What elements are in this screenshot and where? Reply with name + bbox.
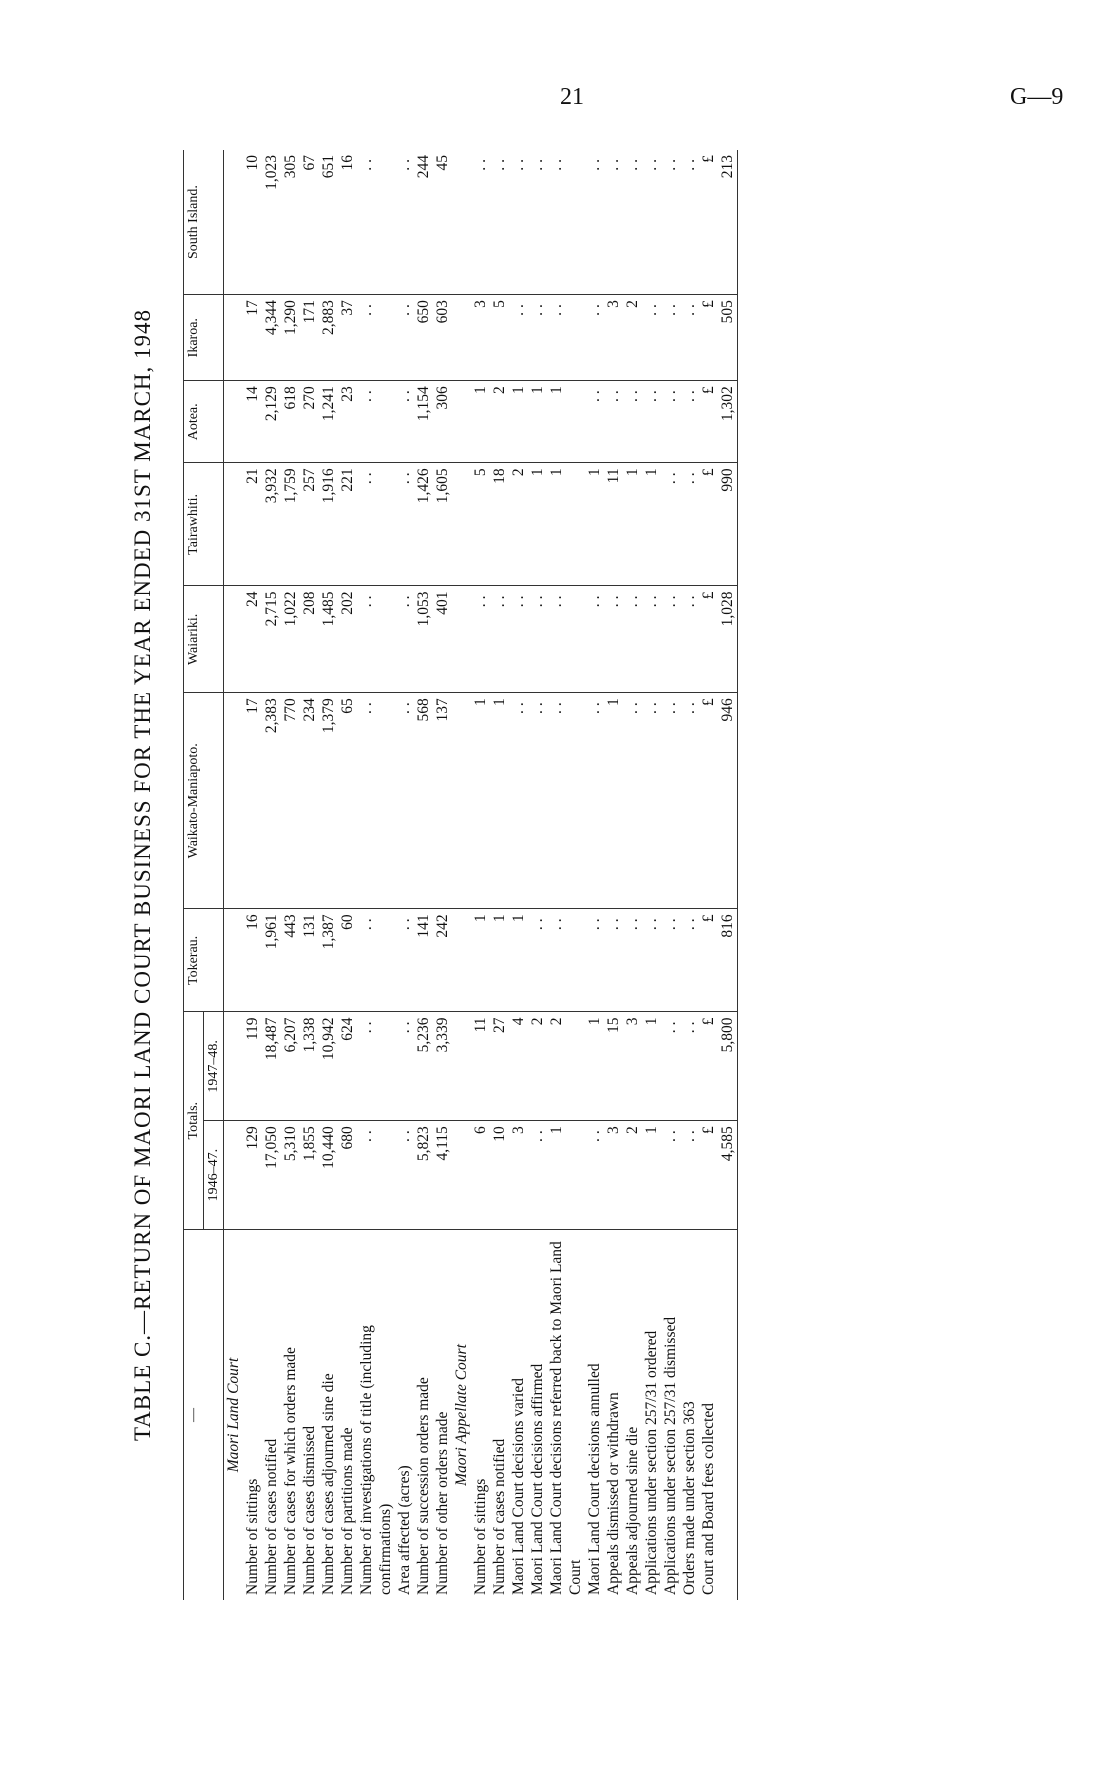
value-cell: 17,050: [262, 1121, 281, 1230]
table-body: [224, 150, 738, 1600]
table-row: [642, 150, 661, 1600]
empty-cell: [452, 381, 471, 463]
value-cell: ..: [490, 150, 509, 295]
value-cell: 234: [300, 693, 319, 909]
value-cell: ..: [357, 463, 395, 586]
currency-symbol: £: [700, 914, 717, 923]
row-label: Number of partitions made: [339, 1427, 356, 1595]
value-cell: 3,932: [262, 463, 281, 586]
row-label: Court and Board fees collected: [699, 1230, 738, 1601]
value-cell: 3: [623, 1012, 642, 1121]
value-cell: 4,115: [433, 1121, 452, 1230]
value-cell: 3: [509, 1121, 528, 1230]
row-label: Number of sittings: [472, 1478, 489, 1595]
value-cell: 17: [243, 295, 262, 381]
value-cell: ..: [395, 586, 414, 693]
value-cell: ..: [680, 909, 699, 1012]
table-row: [281, 150, 300, 1600]
value-cell: 10,942: [319, 1012, 338, 1121]
col-header: Aotea.: [184, 381, 224, 463]
value-cell: ..: [547, 909, 585, 1012]
value-cell: 3: [604, 1121, 623, 1230]
value-cell: 1: [547, 1121, 585, 1230]
value-cell: 1,022: [281, 586, 300, 693]
currency-value: 505: [719, 300, 736, 324]
empty-cell: [452, 1012, 471, 1121]
value-cell: 603: [433, 295, 452, 381]
value-cell: 221: [338, 463, 357, 586]
value-cell: 137: [433, 693, 452, 909]
col-header: 1947–48.: [204, 1012, 224, 1121]
value-cell: 270: [300, 381, 319, 463]
row-label: Number of other orders made: [434, 1411, 451, 1595]
value-cell: ..: [547, 693, 585, 909]
value-cell: 5: [490, 295, 509, 381]
table-row: [319, 150, 338, 1600]
value-cell: ..: [680, 1121, 699, 1230]
empty-cell: [224, 1012, 244, 1121]
value-cell: ..: [585, 586, 604, 693]
value-cell: ..: [680, 693, 699, 909]
table-row: [547, 150, 585, 1600]
value-cell: 11: [604, 463, 623, 586]
currency-value: 990: [719, 468, 736, 492]
value-cell: 305: [281, 150, 300, 295]
row-label: Appeals adjourned sine die: [624, 1426, 641, 1595]
value-cell: ..: [585, 150, 604, 295]
value-cell: 10: [490, 1121, 509, 1230]
value-cell: ..: [642, 909, 661, 1012]
value-cell: ..: [604, 381, 623, 463]
value-cell: ..: [357, 381, 395, 463]
table-row: [433, 150, 452, 1600]
value-cell: 5,310: [281, 1121, 300, 1230]
value-cell: 2,129: [262, 381, 281, 463]
value-cell: ..: [357, 909, 395, 1012]
value-cell: ..: [623, 586, 642, 693]
table-row: [243, 150, 262, 1600]
value-cell: ..: [661, 295, 680, 381]
currency-value: 5,800: [719, 1017, 736, 1053]
value-cell: ..: [680, 381, 699, 463]
value-cell: 624: [338, 1012, 357, 1121]
table-row: [680, 150, 699, 1600]
value-cell: 129: [243, 1121, 262, 1230]
table-row: [661, 150, 680, 1600]
value-cell: 1: [642, 1121, 661, 1230]
col-header: Tairawhiti.: [184, 463, 224, 586]
value-cell: 401: [433, 586, 452, 693]
value-cell: [699, 150, 738, 295]
value-cell: 27: [490, 1012, 509, 1121]
col-header: Waiariki.: [184, 586, 224, 693]
row-label: Number of cases for which orders made: [282, 1347, 299, 1595]
value-cell: 14: [243, 381, 262, 463]
section-heading-row: [452, 150, 471, 1600]
table-row: [490, 150, 509, 1600]
table-row: [395, 150, 414, 1600]
value-cell: ..: [528, 693, 547, 909]
value-cell: 1,485: [319, 586, 338, 693]
value-cell: 5,236: [414, 1012, 433, 1121]
table-title: TABLE C.—RETURN OF MAORI LAND COURT BUSINESS FOR THE YEAR ENDED 31ST MARCH, 1948: [130, 308, 155, 1442]
value-cell: ..: [528, 909, 547, 1012]
value-cell: 60: [338, 909, 357, 1012]
value-cell: ..: [661, 693, 680, 909]
value-cell: 6,207: [281, 1012, 300, 1121]
table-row: [300, 150, 319, 1600]
row-label: Number of cases notified: [263, 1438, 280, 1595]
value-cell: 1: [471, 381, 490, 463]
table-row: [262, 150, 281, 1600]
value-cell: 1: [509, 381, 528, 463]
value-cell: ..: [642, 150, 661, 295]
value-cell: ..: [490, 586, 509, 693]
currency-symbol: £: [700, 155, 717, 163]
value-cell: ..: [395, 295, 414, 381]
value-cell: 257: [300, 463, 319, 586]
rotated-table-block: [125, 150, 1035, 1600]
value-cell: 680: [338, 1121, 357, 1230]
value-cell: ..: [395, 381, 414, 463]
row-label: Number of cases adjourned sine die: [320, 1373, 337, 1595]
empty-cell: [452, 150, 471, 295]
currency-symbol: £: [700, 1126, 717, 1134]
empty-cell: [452, 693, 471, 909]
value-cell: 17: [243, 693, 262, 909]
row-label: Number of cases dismissed: [301, 1425, 318, 1595]
value-cell: 2,715: [262, 586, 281, 693]
table-row: [604, 150, 623, 1600]
value-cell: 141: [414, 909, 433, 1012]
value-cell: 1: [623, 463, 642, 586]
empty-cell: [452, 909, 471, 1012]
col-header: Ikaroa.: [184, 295, 224, 381]
totals-group-header: Totals.: [184, 1012, 204, 1230]
row-label: Maori Land Court decisions annulled: [586, 1363, 603, 1595]
value-cell: 208: [300, 586, 319, 693]
value-cell: 650: [414, 295, 433, 381]
value-cell: ..: [642, 381, 661, 463]
value-cell: 2: [623, 295, 642, 381]
value-cell: 6: [471, 1121, 490, 1230]
empty-cell: [224, 381, 244, 463]
value-cell: ..: [680, 463, 699, 586]
value-cell: ..: [642, 586, 661, 693]
value-cell: 37: [338, 295, 357, 381]
value-cell: 1: [604, 693, 623, 909]
value-cell: ..: [528, 295, 547, 381]
value-cell: 244: [414, 150, 433, 295]
table-row: [623, 150, 642, 1600]
value-cell: 242: [433, 909, 452, 1012]
value-cell: ..: [585, 1121, 604, 1230]
row-label: Appeals dismissed or withdrawn: [605, 1392, 622, 1595]
col-header: South Island.: [184, 150, 224, 295]
value-cell: 65: [338, 693, 357, 909]
value-cell: 15: [604, 1012, 623, 1121]
value-cell: 5,823: [414, 1121, 433, 1230]
value-cell: 10: [243, 150, 262, 295]
value-cell: 651: [319, 150, 338, 295]
value-cell: 202: [338, 586, 357, 693]
value-cell: ..: [661, 381, 680, 463]
value-cell: 1: [471, 909, 490, 1012]
value-cell: 11: [471, 1012, 490, 1121]
value-cell: 1: [642, 1012, 661, 1121]
value-cell: 1: [509, 909, 528, 1012]
value-cell: 1,387: [319, 909, 338, 1012]
value-cell: 2,883: [319, 295, 338, 381]
value-cell: ..: [585, 295, 604, 381]
value-cell: 23: [338, 381, 357, 463]
value-cell: [699, 295, 738, 381]
empty-cell: [224, 1121, 244, 1230]
value-cell: 4,344: [262, 295, 281, 381]
value-cell: 3,339: [433, 1012, 452, 1121]
value-cell: 1,053: [414, 586, 433, 693]
value-cell: [699, 1121, 738, 1230]
value-cell: ..: [357, 295, 395, 381]
value-cell: [699, 1012, 738, 1121]
currency-value: 213: [719, 155, 736, 179]
currency-symbol: £: [700, 591, 717, 600]
value-cell: 1: [528, 381, 547, 463]
value-cell: 1,605: [433, 463, 452, 586]
value-cell: 1: [547, 463, 585, 586]
value-cell: [699, 463, 738, 586]
row-label: Maori Land Court decisions varied: [510, 1378, 527, 1595]
value-cell: 2: [623, 1121, 642, 1230]
value-cell: 770: [281, 693, 300, 909]
value-cell: 1,154: [414, 381, 433, 463]
value-cell: ..: [642, 693, 661, 909]
value-cell: 21: [243, 463, 262, 586]
value-cell: 1: [585, 463, 604, 586]
value-cell: 568: [414, 693, 433, 909]
value-cell: ..: [661, 150, 680, 295]
value-cell: ..: [471, 150, 490, 295]
value-cell: 1,338: [300, 1012, 319, 1121]
value-cell: 171: [300, 295, 319, 381]
value-cell: ..: [623, 381, 642, 463]
value-cell: [699, 381, 738, 463]
row-label: Number of cases notified: [491, 1438, 508, 1595]
col-header: Tokerau.: [184, 909, 224, 1012]
col-header: Waikato-Maniapoto.: [184, 693, 224, 909]
value-cell: ..: [661, 909, 680, 1012]
value-cell: 4: [509, 1012, 528, 1121]
value-cell: 1,426: [414, 463, 433, 586]
empty-cell: [224, 295, 244, 381]
value-cell: 1: [490, 693, 509, 909]
currency-symbol: £: [700, 1017, 717, 1026]
value-cell: ..: [680, 586, 699, 693]
value-cell: ..: [395, 1121, 414, 1230]
value-cell: 1,241: [319, 381, 338, 463]
value-cell: 16: [243, 909, 262, 1012]
value-cell: ..: [509, 586, 528, 693]
value-cell: ..: [585, 909, 604, 1012]
value-cell: 1: [547, 381, 585, 463]
value-cell: 1,961: [262, 909, 281, 1012]
value-cell: ..: [547, 150, 585, 295]
value-cell: ..: [528, 1121, 547, 1230]
value-cell: 45: [433, 150, 452, 295]
empty-cell: [452, 295, 471, 381]
value-cell: ..: [395, 1012, 414, 1121]
value-cell: ..: [604, 150, 623, 295]
table-row: [585, 150, 604, 1600]
value-cell: 10,440: [319, 1121, 338, 1230]
value-cell: ..: [547, 295, 585, 381]
value-cell: ..: [623, 909, 642, 1012]
value-cell: 119: [243, 1012, 262, 1121]
value-cell: ..: [528, 150, 547, 295]
table-row: [528, 150, 547, 1600]
empty-cell: [224, 693, 244, 909]
value-cell: ..: [528, 586, 547, 693]
value-cell: 3: [604, 295, 623, 381]
currency-value: 1,028: [719, 591, 736, 627]
value-cell: 131: [300, 909, 319, 1012]
value-cell: ..: [357, 1012, 395, 1121]
section-heading-row: [224, 150, 244, 1600]
value-cell: ..: [509, 150, 528, 295]
row-label: Maori Land Court decisions referred back to Maori Land Court: [548, 1241, 584, 1595]
table-row: [414, 150, 433, 1600]
section-heading: Maori Appellate Court: [453, 1344, 470, 1486]
value-cell: ..: [509, 295, 528, 381]
table-row: [338, 150, 357, 1600]
value-cell: 24: [243, 586, 262, 693]
value-cell: ..: [585, 693, 604, 909]
value-cell: 306: [433, 381, 452, 463]
value-cell: 1: [490, 909, 509, 1012]
value-cell: 1,023: [262, 150, 281, 295]
value-cell: ..: [585, 381, 604, 463]
value-cell: 2: [547, 1012, 585, 1121]
empty-cell: [452, 463, 471, 586]
value-cell: ..: [395, 909, 414, 1012]
value-cell: 2: [490, 381, 509, 463]
value-cell: ..: [680, 150, 699, 295]
row-label: Maori Land Court decisions affirmed: [529, 1363, 546, 1595]
empty-cell: [452, 586, 471, 693]
value-cell: ..: [680, 295, 699, 381]
table-row: [509, 150, 528, 1600]
currency-symbol: £: [700, 300, 717, 308]
value-cell: ..: [661, 586, 680, 693]
value-cell: 5: [471, 463, 490, 586]
value-cell: 1,916: [319, 463, 338, 586]
value-cell: ..: [509, 693, 528, 909]
document-code: G—9: [1010, 84, 1064, 110]
value-cell: 1,379: [319, 693, 338, 909]
value-cell: ..: [357, 150, 395, 295]
value-cell: 443: [281, 909, 300, 1012]
value-cell: ..: [395, 150, 414, 295]
value-cell: 2: [509, 463, 528, 586]
value-cell: 1: [585, 1012, 604, 1121]
value-cell: 2,383: [262, 693, 281, 909]
currency-symbol: £: [700, 386, 717, 394]
value-cell: ..: [547, 586, 585, 693]
value-cell: 1,759: [281, 463, 300, 586]
value-cell: ..: [357, 693, 395, 909]
value-cell: 1: [471, 693, 490, 909]
value-cell: ..: [357, 586, 395, 693]
value-cell: ..: [642, 295, 661, 381]
court-business-table: [183, 150, 738, 1600]
row-label: Orders made under section 363: [681, 1401, 698, 1595]
currency-symbol: £: [700, 468, 717, 477]
currency-symbol: £: [700, 698, 717, 707]
row-label: Applications under section 257/31 ordered: [643, 1330, 660, 1595]
value-cell: [699, 693, 738, 909]
row-label: Applications under section 257/31 dismissed: [662, 1316, 679, 1595]
blank-header: —: [184, 1230, 224, 1601]
currency-value: 816: [719, 914, 736, 938]
value-cell: ..: [623, 693, 642, 909]
row-label: Number of succession orders made: [415, 1377, 432, 1595]
value-cell: ..: [680, 1012, 699, 1121]
value-cell: [699, 909, 738, 1012]
page-number: 21: [560, 84, 584, 110]
value-cell: 3: [471, 295, 490, 381]
value-cell: 67: [300, 150, 319, 295]
value-cell: ..: [395, 693, 414, 909]
value-cell: ..: [604, 586, 623, 693]
empty-cell: [224, 909, 244, 1012]
row-label: Area affected (acres): [396, 1465, 413, 1595]
value-cell: ..: [471, 586, 490, 693]
value-cell: 1,855: [300, 1121, 319, 1230]
value-cell: ..: [661, 1121, 680, 1230]
value-cell: 1: [528, 463, 547, 586]
empty-cell: [224, 586, 244, 693]
value-cell: ..: [661, 463, 680, 586]
row-label: Number of investigations of title (including confirmations): [358, 1325, 394, 1595]
col-header: 1946–47.: [204, 1121, 224, 1230]
table-row: [471, 150, 490, 1600]
currency-value: 1,302: [719, 386, 736, 422]
value-cell: ..: [395, 463, 414, 586]
section-heading: Maori Land Court: [225, 1357, 242, 1473]
value-cell: 1: [642, 463, 661, 586]
value-cell: [699, 586, 738, 693]
value-cell: 16: [338, 150, 357, 295]
value-cell: ..: [661, 1012, 680, 1121]
value-cell: 2: [528, 1012, 547, 1121]
empty-cell: [224, 463, 244, 586]
table-row: [357, 150, 395, 1600]
table-row: [699, 150, 738, 1600]
value-cell: 1,290: [281, 295, 300, 381]
empty-cell: [224, 150, 244, 295]
value-cell: 18: [490, 463, 509, 586]
value-cell: ..: [357, 1121, 395, 1230]
empty-cell: [452, 1121, 471, 1230]
value-cell: ..: [604, 909, 623, 1012]
value-cell: ..: [623, 150, 642, 295]
currency-value: 4,585: [719, 1126, 736, 1162]
row-label: Number of sittings: [244, 1478, 261, 1595]
value-cell: 618: [281, 381, 300, 463]
currency-value: 946: [719, 698, 736, 722]
value-cell: 18,487: [262, 1012, 281, 1121]
